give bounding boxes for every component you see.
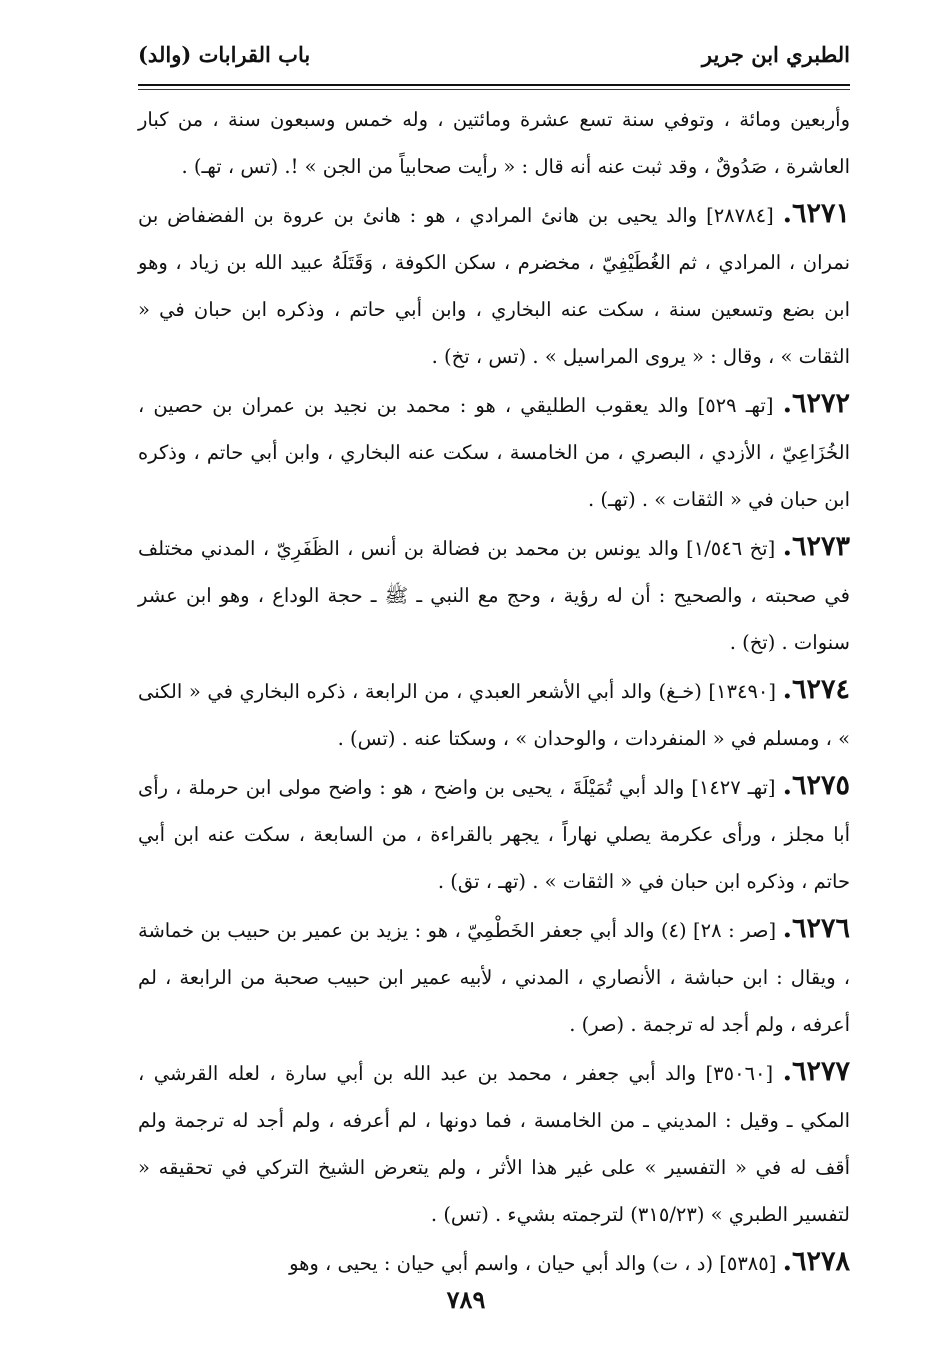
header-rule xyxy=(138,84,850,86)
book-title: الطبري ابن جرير xyxy=(701,42,850,67)
page-number: ٧٨٩ xyxy=(446,1285,486,1314)
entry-number: ٦٢٧٣. xyxy=(782,531,850,562)
entry-6273 xyxy=(138,523,850,666)
intro-paragraph: وأربعين ومائة ، وتوفي سنة تسع عشرة ومائتين ، وله خمس وسبعون سنة ، من كبار العاشرة ، صَدُوقٌ ، وقد ثبت عنه أنه قال : « رأيت صحابياً من الجن » !. (تس ، تهـ) . xyxy=(138,108,850,178)
entry-text: [تهـ ١٤٢٧] والد أبي تُمَيْلَةَ ، يحيى بن واضح ، هو : واضح مولى ابن حرملة ، رأى أبا مجلز ، ورأى عكرمة يصلي نهاراً ، يجهر بالقراءة ، من السابعة ، سكت عنه ابن أبي حاتم ، وذكره ابن حبان في « الثقات » . (تهـ ، تق) . xyxy=(138,776,850,893)
entry-6272 xyxy=(138,380,850,523)
entry-number: ٦٢٧١. xyxy=(782,198,851,229)
entry-text: [١٣٤٩٠] (خـغ) والد أبي الأشعر العبدي ، من الرابعة ، ذكره البخاري في « الكنى » ، ومسلم في « المنفردات ، والوحدان » ، وسكتا عنه . (تس) . xyxy=(138,680,850,750)
entry-6274 xyxy=(138,666,850,762)
header-rule-thin xyxy=(138,89,850,90)
entry-text: [تهـ ٥٢٩] والد يعقوب الطليقي ، هو : محمد بن نجيد بن عمران بن حصين ، الخُزَاعِيّ ، الأزدي ، البصري ، من الخامسة ، سكت عنه البخاري ، وابن أبي حاتم ، وذكره ابن حبان في « الثقات » . (تهـ) . xyxy=(138,394,850,511)
entry-number: ٦٢٧٥. xyxy=(782,770,851,801)
running-header xyxy=(138,42,850,82)
entry-number: ٦٢٧٧. xyxy=(782,1056,850,1087)
chapter-title: باب القرابات (والد) xyxy=(138,42,311,67)
page-body xyxy=(138,96,850,1287)
entry-text: [تخ ١/٥٤٦] والد يونس بن محمد بن فضالة بن أنس ، الظَفَرِيّ ، المدني مختلف في صحبته ، والصحيح : أن له رؤية ، وحج مع النبي ـ ﷺ ـ حجة الوداع ، وهو ابن عشر سنوات . (تخ) . xyxy=(138,537,850,654)
entry-number: ٦٢٧٦. xyxy=(782,913,850,944)
entry-6271 xyxy=(138,190,850,380)
entry-text: [٢٨٧٨٤] والد يحيى بن هانئ المرادي ، هو : هانئ بن عروة بن الفضفاض بن نمران ، المرادي ، ثم الغُطَيْفِيّ ، مخضرم ، سكن الكوفة ، وَقَتَلَهُ عبيد الله بن زياد ، وهو ابن بضع وتسعين سنة ، سكت عنه البخاري ، وابن أبي حاتم ، وذكره ابن حبان في « الثقات » ، وقال : « يروى المراسيل » . (تس ، تخ) . xyxy=(138,204,850,368)
entry-number: ٦٢٧٨. xyxy=(782,1246,850,1277)
entry-text: [صر : ٢٨] (٤) والد أبي جعفر الخَطْمِيّ ، هو : يزيد بن عمير بن حبيب بن خماشة ، ويقال : ابن حباشة ، الأنصاري ، المدني ، لأبيه عمير ابن حبيب صحبة من الرابعة ، لم أعرفه ، ولم أجد له ترجمة . (صر) . xyxy=(138,919,850,1036)
entry-6276 xyxy=(138,905,850,1048)
entry-text: [٣٥٠٦٠] والد أبي جعفر ، محمد بن عبد الله بن أبي سارة ، لعله القرشي ، المكي ـ وقيل : المديني ـ من الخامسة ، فما دونها ، لم أعرفه ، ولم أجد له ترجمة ولم أقف له في « التفسير » على غير هذا الأثر ، ولم يتعرض الشيخ التركي في تحقيقه « لتفسير الطبري » (٣١٥/٢٣) لترجمته بشيء . (تس) . xyxy=(138,1062,850,1226)
entry-6277 xyxy=(138,1048,850,1238)
entry-number: ٦٢٧٢. xyxy=(782,388,850,419)
entry-6275 xyxy=(138,762,850,905)
entry-number: ٦٢٧٤. xyxy=(782,674,851,705)
entry-text: [٥٣٨٥] (د ، ت) والد أبي حيان ، واسم أبي حيان : يحيى ، وهو xyxy=(289,1252,777,1275)
entry-6278 xyxy=(138,1238,850,1287)
